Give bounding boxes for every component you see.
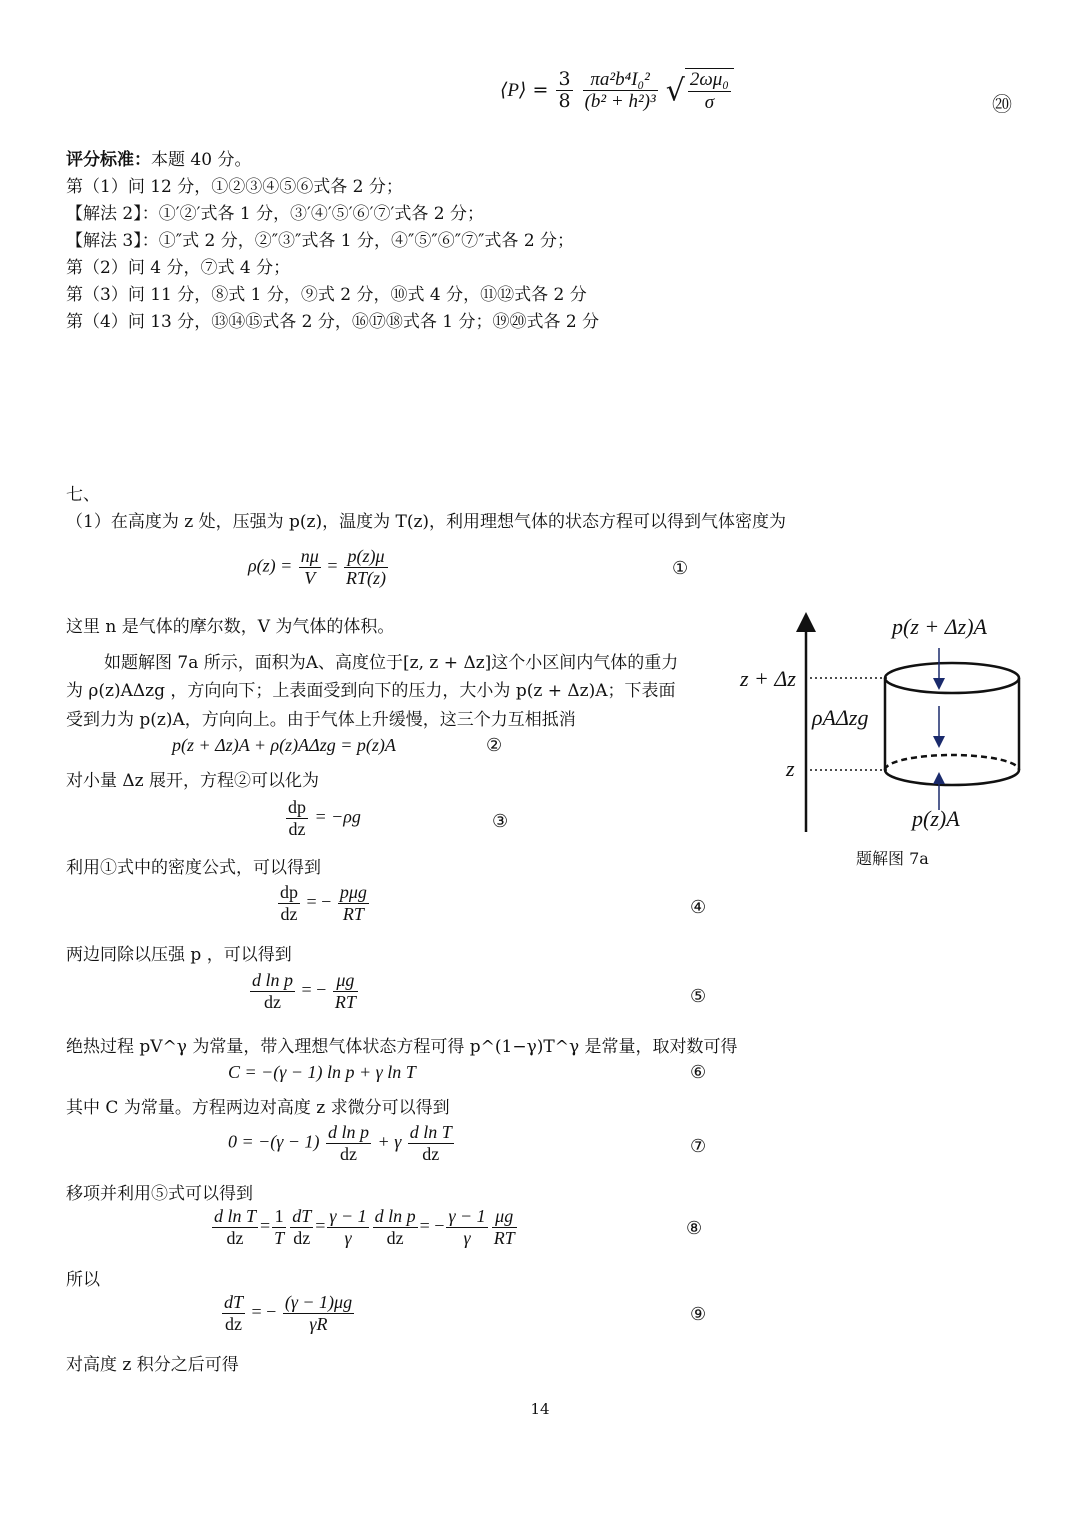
equation-number-7: ⑦ (690, 1136, 707, 1157)
equation-1: ρ(z) = $\frac{n\mu}{V}$ = $\frac{p(z)\mu}{RT(z)}$ (248, 546, 386, 588)
paragraph: （1）在高度为 z 处，压强为 p(z)，温度为 T(z)，利用理想气体的状态方程可以得到气体密度为 (66, 512, 787, 532)
figure-caption: 题解图 7a (856, 849, 929, 868)
scoring-line: 第（2）问 4 分，⑦式 4 分； (66, 258, 291, 278)
equation-number-9: ⑨ (690, 1304, 707, 1325)
paragraph: 对小量 Δz 展开，方程②可以化为 (66, 771, 320, 791)
equation-number-2: ② (486, 735, 503, 756)
paragraph: 绝热过程 pV^γ 为常量，带入理想气体状态方程可得 p^(1−γ)T^γ 是常量，取对数可得 (66, 1037, 738, 1057)
page-number: 14 (530, 1400, 550, 1418)
scoring-line: 第（4）问 13 分，⑬⑭⑮式各 2 分，⑯⑰⑱式各 1 分；⑲⑳式各 2 分 (66, 312, 600, 332)
paragraph: 利用①式中的密度公式，可以得到 (66, 858, 321, 878)
cylinder-bottom-front (885, 770, 1019, 785)
equation-number-8: ⑧ (686, 1218, 703, 1239)
equation-number-5: ⑤ (690, 986, 707, 1007)
paragraph: 为 ρ(z)AΔzg ，方向向下；上表面受到向下的压力，大小为 p(z + Δz)A；下表面 (66, 681, 676, 701)
paragraph: 所以 (66, 1270, 100, 1290)
formula-20-lhs: ⟨P⟩ (500, 79, 527, 101)
figure-label-upper-level: z + Δz (740, 666, 796, 691)
scoring-line: 第（3）问 11 分，⑧式 1 分，⑨式 2 分，⑩式 4 分，⑪⑫式各 2 分 (66, 285, 587, 305)
equation-5: $\frac{\text{d ln p}}{dz}$ = − $\frac{\mu g}{RT}$ (252, 970, 356, 1012)
equation-8: $\frac{\text{d ln T}}{dz}$ = $\frac{1}{T}$ $\frac{dT}{dz}$ = $\frac{\gamma - 1}{\gamma}$ $\frac{\text{d ln p}}{dz}$ = − $\frac{\gamma - 1}{\gamma}$ $\frac{\mu g}{RT}$ (214, 1206, 515, 1248)
figure-label-bottom-force: p(z)A (912, 806, 960, 831)
figure-label-weight: ρAΔzg (812, 705, 869, 730)
paragraph: 两边同除以压强 p ，可以得到 (66, 945, 292, 965)
scoring-title: 评分标准：本题 40 分。 (66, 150, 252, 170)
scoring-line: 【解法 2】：①′②′式各 1 分，③′④′⑤′⑥′⑦′式各 2 分； (66, 204, 484, 224)
equation-4: $\frac{dp}{dz}$ = − $\frac{\text{pμg}}{RT}$ (280, 882, 367, 924)
equation-number-3: ③ (492, 811, 509, 832)
scoring-line: 第（1）问 12 分，①②③④⑤⑥式各 2 分； (66, 177, 403, 197)
equation-number-6: ⑥ (690, 1062, 707, 1083)
paragraph: 这里 n 是气体的摩尔数，V 为气体的体积。 (66, 617, 395, 637)
equation-number-1: ① (672, 558, 689, 579)
equation-3: $\frac{dp}{dz}$ = −ρg (288, 797, 361, 839)
cylinder-top (885, 663, 1019, 693)
paragraph: 其中 C 为常量。方程两边对高度 z 求微分可以得到 (66, 1098, 450, 1118)
cylinder-bottom-back (885, 755, 1019, 770)
equation-2: p(z + Δz)A + ρ(z)AΔzg = p(z)A (172, 735, 396, 755)
equation-6: C = −(γ − 1) ln p + γ ln T (228, 1062, 416, 1082)
paragraph: 受到力为 p(z)A，方向向上。由于气体上升缓慢，这三个力互相抵消 (66, 710, 576, 730)
figure-label-top-force: p(z + Δz)A (892, 614, 987, 639)
figure-label-lower-level: z (786, 756, 795, 781)
paragraph: 移项并利用⑤式可以得到 (66, 1184, 253, 1204)
figure-7a (730, 610, 1030, 846)
paragraph: 对高度 z 积分之后可得 (66, 1355, 239, 1375)
scoring-line: 【解法 3】：①″式 2 分，②″③″式各 1 分，④″⑤″⑥″⑦″式各 2 分； (66, 231, 575, 251)
section-heading: 七、 (66, 485, 100, 505)
equation-9: $\frac{dT}{dz}$ = − $\frac{(\gamma - 1)\mu g}{\gamma R}$ (224, 1292, 353, 1334)
formula-20: ⟨P⟩ = $\frac{3}{8}$ $\frac{\text{πa²b⁴I₀²}}{\text{(b² + h²)³}}$ √ $\frac{\text{2ωμ₀}}{\sigma}$ (500, 68, 734, 114)
equation-7: 0 = −(γ − 1) $\frac{\text{d ln p}}{dz}$ + γ $\frac{\text{d ln T}}{dz}$ (228, 1122, 452, 1164)
paragraph: 如题解图 7a 所示，面积为A、高度位于[z, z + Δz]这个小区间内气体的重力 (104, 653, 679, 673)
equation-number-4: ④ (690, 897, 707, 918)
equation-number-20: ⑳ (992, 92, 1012, 116)
